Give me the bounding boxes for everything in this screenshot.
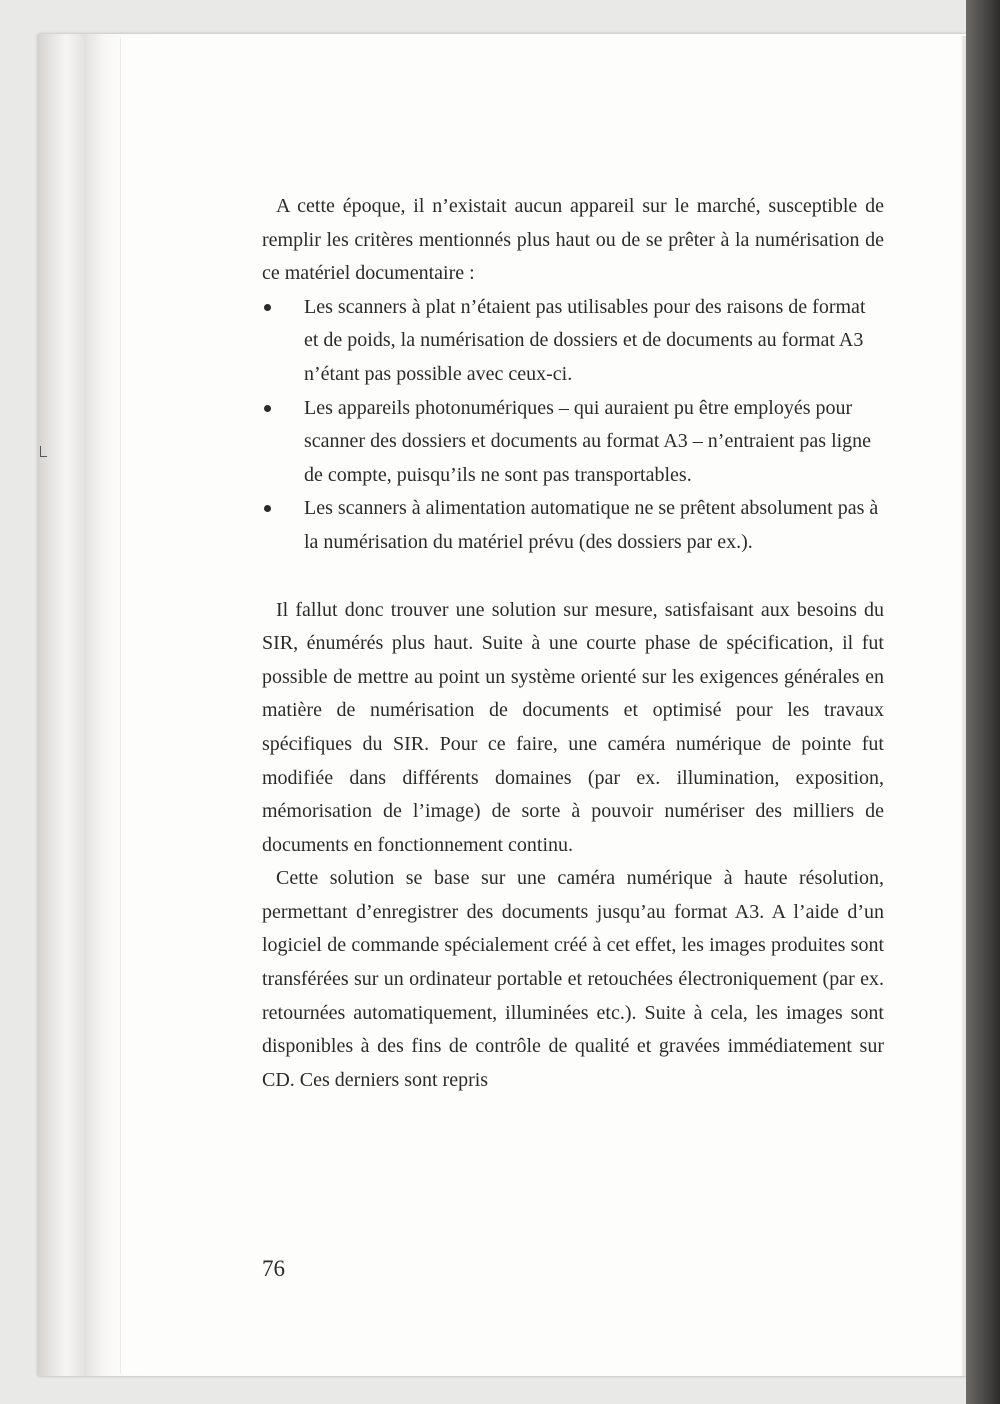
bullet-icon — [264, 505, 271, 512]
bullet-text: Les appareils photonumériques – qui auraient pu être employés pour scanner des dossiers et documents au format A3 – n’entraient pas ligne de compte, puisqu’ils ne sont pas transportables. — [304, 396, 872, 486]
margin-mark — [40, 446, 47, 457]
bullet-icon — [264, 405, 271, 412]
bullet-text: Les scanners à alimentation automatique ne se prêtent absolument pas à la numérisation du matériel prévu (des dossiers par ex.). — [304, 497, 879, 553]
intro-paragraph: A cette époque, il n’existait aucun appareil sur le marché, susceptible de remplir les critères mentionnés plus haut ou de se prêter à la numérisation de ce matériel documentaire : — [262, 195, 884, 285]
bullet-item — [262, 492, 884, 559]
bullet-icon — [264, 304, 271, 311]
page-number: 76 — [262, 1256, 285, 1281]
camera-paragraph: Cette solution se base sur une caméra numérique à haute résolution, permettant d’enregistrer des documents jusqu’au format A3. A l’aide d’un logiciel de commande spécialement créé à cet effet, les images produites sont transférées sur un ordinateur portable et retouchées électroniquement (par ex. retournées automatiquement, illuminées etc.). Suite à cela, les images sont disponibles à des fins de contrôle de qualité et gravées immédiatement sur CD. Ces derniers sont repris — [262, 867, 884, 1091]
bullet-item — [262, 291, 884, 392]
solution-paragraph: Il fallut donc trouver une solution sur mesure, satisfaisant aux besoins du SIR, énumérés plus haut. Suite à une courte phase de spécification, il fut possible de mettre au point un système orienté sur les exigences générales en matière de numérisation de documents et optimisé pour les travaux spécifiques du SIR. Pour ce faire, une caméra numérique de pointe fut modifiée dans différents domaines (par ex. illumination, exposition, mémorisation de l’image) de sorte à pouvoir numériser des milliers de documents en fonctionnement continu. — [262, 598, 884, 856]
page-body — [262, 190, 884, 1097]
bullet-item — [262, 392, 884, 493]
binding-shadow — [966, 0, 1000, 1404]
bullet-text: Les scanners à plat n’étaient pas utilisables pour des raisons de format et de poids, la numérisation de dossiers et de documents au format A3 n’étant pas possible avec ceux-ci. — [304, 295, 866, 385]
bullet-list — [262, 291, 884, 560]
